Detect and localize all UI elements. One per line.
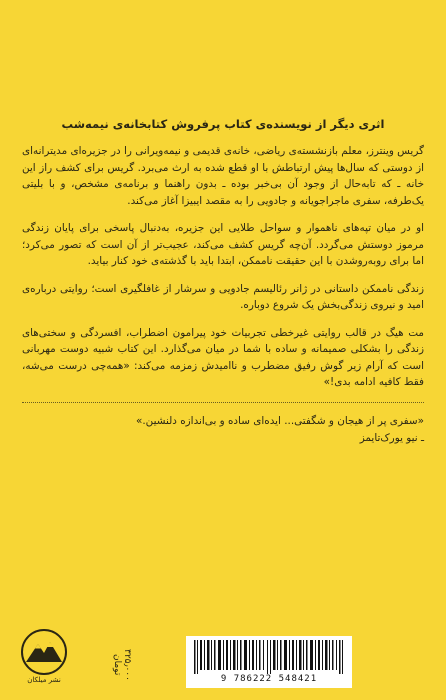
blurb-area [22,115,424,447]
price-label: ۳۲۵٫۰۰۰ تومان [112,649,132,681]
review-source: ـ نیو یورک‌تایمز [359,431,424,444]
barcode [186,636,352,688]
blurb-paragraph-1: گریس وینترز، معلم بازنشسته‌ی ریاضی، خانه‌ی قدیمی و نیمه‌ویرانی را در جزیره‌ای مدیترانه‌ای از دوستی که سال‌ها پیش ارتباطش با او قطع شده به ارث می‌برد. گریس برای کشف راز این خانه ـ که تابه‌حال از وجود آن بی‌خبر بوده ـ بدون راهنما و برنامه‌ی مشخص، و با بلیتی یک‌طرفه، سفری ماجراجویانه و جادویی را به مقصد ایبیزا آغاز می‌کند. [22,145,424,207]
barcode-bars [192,640,346,674]
publisher-logo [16,628,72,688]
blurb-paragraph-2: او در میان تپه‌های ناهموار و سواحل طلایی این جزیره، به‌دنبال پاسخی برای پایان زندگی مرموز دوستش می‌گردد. آن‌چه گریس کشف می‌کند، عجیب‌تر از آن است که تصور می‌کرد؛ اما برای روبه‌روشدن با این حقیقت ناممکن، ابتدا باید با گذشته‌ی خود کنار بیاید. [22,222,424,267]
publisher-name: نشر میلکان [27,676,61,684]
mountain-logo-icon [16,628,72,676]
dotted-divider [22,402,424,403]
blurb-paragraph-4: مت هیگ در قالب روایتی غیرخطی تجربیات خود پیرامون اضطراب، افسردگی و سختی‌های زندگی را بشکلی صمیمانه و ساده با شما در میان می‌گذارد. این کتاب شبیه دوست مهربانی است که آرام زیر گوش رفیق مضطرب و ناامیدش زمزمه می‌کند: «همه‌چی درست می‌شه، فقط کافیه ادامه بدی!» [22,326,424,388]
review-quote: «سفری پر از هیجان و شگفتی... ایده‌ای ساده و بی‌اندازه دلنشین.» [136,414,424,427]
blurb-paragraph-3: زندگی ناممکن داستانی در ژانر رئالیسم جادویی و سرشار از غافلگیری است؛ روایتی درباره‌ی امید و نیروی زندگی‌بخش یک شروع دوباره. [22,282,424,311]
barcode-number: 9 786222 548421 [220,674,318,684]
headline: اثری دیگر از نویسنده‌ی کتاب پرفروش کتابخانه‌ی نیمه‌شب [61,117,385,131]
